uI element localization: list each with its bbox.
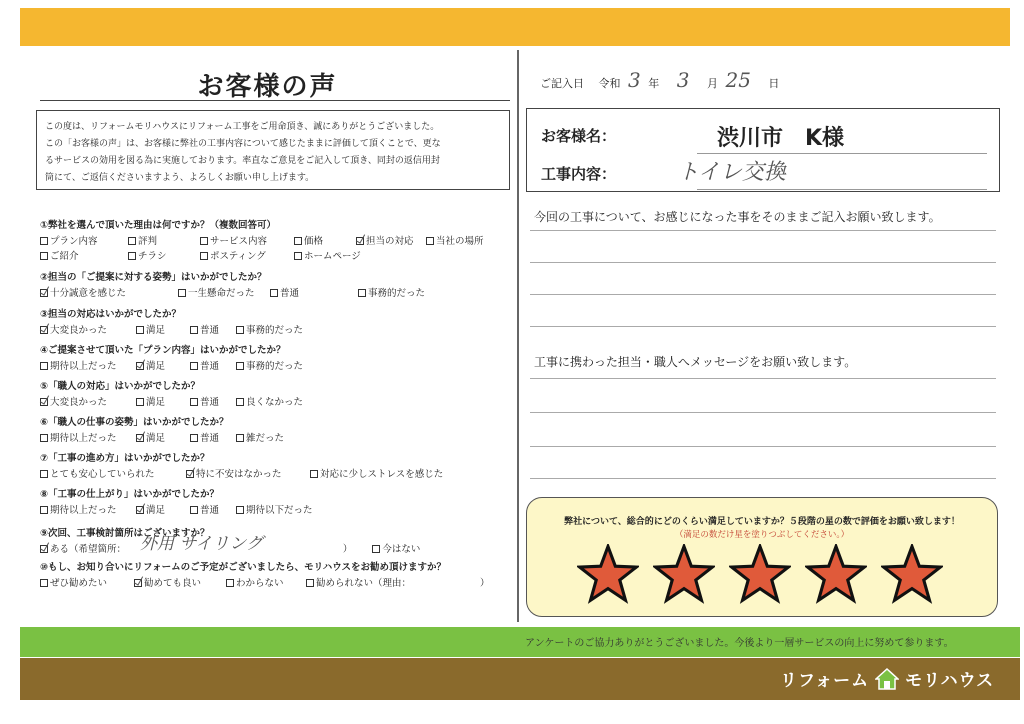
write-line <box>530 446 996 447</box>
option[interactable]: 普通 <box>190 503 219 518</box>
option[interactable]: 対応に少しストレスを感じた <box>310 467 443 482</box>
work-type-handwritten: トイレ交換 <box>677 160 786 185</box>
work-type-label: 工事内容： <box>541 165 617 183</box>
option[interactable]: ぜひ勧めたい <box>40 576 107 591</box>
option[interactable]: ホームページ <box>294 249 361 264</box>
question-title: ⑤「職人の対応」はいかがでしたか？ <box>40 381 201 392</box>
checkbox[interactable] <box>40 434 48 442</box>
handwritten-month: 3 <box>676 68 690 92</box>
checkbox[interactable] <box>270 289 278 297</box>
option[interactable]: 勧められない（理由： <box>306 576 411 591</box>
option[interactable]: 満足 <box>136 503 165 518</box>
option[interactable]: 普通 <box>190 431 219 446</box>
question-7 <box>40 451 510 482</box>
checkbox[interactable] <box>200 237 208 245</box>
checkbox[interactable] <box>186 470 194 478</box>
title-underline <box>40 100 510 101</box>
option[interactable]: 大変良かった <box>40 323 107 338</box>
checkbox[interactable] <box>236 326 244 334</box>
intro-line: るサービスの効用を図る為に実施しております。率直なご意見をご記入して頂き、同封の返信用封 <box>45 156 440 166</box>
star-icon[interactable] <box>653 544 715 606</box>
question-title: ⑩もし、お知り合いにリフォームのご予定がございましたら、モリハウスをお勧め頂けますか？ <box>40 562 446 573</box>
checkbox[interactable] <box>136 434 144 442</box>
question-10: ⑩もし、お知り合いにリフォームのご予定がございましたら、モリハウスをお勧め頂けますか？ ぜひ勧めたい 勧めても良い わからない 勧められない（理由： ） <box>40 560 510 591</box>
top-banner <box>20 8 1010 46</box>
option[interactable]: ポスティング <box>200 249 266 264</box>
rating-box <box>526 497 998 617</box>
checkbox[interactable] <box>190 326 198 334</box>
star-icon[interactable] <box>805 544 867 606</box>
checkbox[interactable] <box>310 470 318 478</box>
checkbox[interactable] <box>128 237 136 245</box>
brand-logo: リフォーム モリハウス <box>780 666 994 691</box>
checkbox[interactable] <box>40 506 48 514</box>
checkbox[interactable] <box>226 579 234 587</box>
question-2 <box>40 270 510 301</box>
option[interactable]: 事務的だった <box>236 359 303 374</box>
checkbox[interactable] <box>40 252 48 260</box>
checkbox[interactable] <box>236 434 244 442</box>
checkbox[interactable] <box>40 237 48 245</box>
checkbox[interactable] <box>136 326 144 334</box>
option[interactable]: 事務的だった <box>236 323 303 338</box>
checkbox[interactable] <box>40 579 48 587</box>
customer-name: 渋川市 K様 <box>717 126 845 151</box>
checkbox[interactable] <box>236 398 244 406</box>
option[interactable]: 満足 <box>136 323 165 338</box>
checkbox[interactable] <box>40 326 48 334</box>
option[interactable]: 価格 <box>294 234 323 249</box>
checkbox[interactable] <box>190 398 198 406</box>
rating-note: （満足の数だけ星を塗りつぶしてください。） <box>674 530 850 540</box>
option[interactable]: 評判 <box>128 234 157 249</box>
intro-line: この度は、リフォームモリハウスにリフォーム工事をご用命頂き、誠にありがとうございました。 <box>45 122 440 132</box>
option[interactable]: 一生懸命だった <box>178 286 255 301</box>
checkbox[interactable] <box>236 362 244 370</box>
checkbox[interactable] <box>40 362 48 370</box>
checkbox[interactable] <box>356 237 364 245</box>
checkbox[interactable] <box>178 289 186 297</box>
question-title: ②担当の「ご提案に対する姿勢」はいかがでしたか？ <box>40 272 267 283</box>
option[interactable]: 事務的だった <box>358 286 425 301</box>
fill-date: ご記入日 令和 3 年 3 月 25 日 <box>540 68 780 92</box>
option[interactable]: 特に不安はなかった <box>186 467 282 482</box>
question-title: ④ご提案させて頂いた「プラン内容」はいかがでしたか？ <box>40 345 286 356</box>
star-rating <box>577 544 957 614</box>
option[interactable]: 満足 <box>136 395 165 410</box>
message-prompt: 工事に携わった担当・職人へメッセージをお願い致します。 <box>534 355 857 369</box>
star-icon[interactable] <box>729 544 791 606</box>
option[interactable]: 満足 <box>136 431 165 446</box>
question-title: ⑦「工事の進め方」はいかがでしたか？ <box>40 453 210 464</box>
handwritten-answer: 外用 サイリング <box>140 534 263 554</box>
center-divider <box>517 50 519 622</box>
question-title: ①弊社を選んで頂いた理由は何ですか？（複数回答可） <box>40 220 277 231</box>
write-line <box>530 326 996 327</box>
write-line <box>530 412 996 413</box>
option[interactable]: 大変良かった <box>40 395 107 410</box>
footer-thanks: アンケートのご協力ありがとうございました。今後より一層サービスの向上に努めて参ります。 <box>525 638 954 649</box>
checkbox[interactable] <box>306 579 314 587</box>
checkbox[interactable] <box>136 398 144 406</box>
question-4 <box>40 343 510 374</box>
option[interactable]: 普通 <box>270 286 299 301</box>
checkbox[interactable] <box>200 252 208 260</box>
write-line <box>530 230 996 231</box>
option-yes[interactable]: ある（希望箇所： <box>40 542 126 557</box>
option[interactable]: とても安心していられた <box>40 467 155 482</box>
customer-box <box>526 108 1000 192</box>
option[interactable]: チラシ <box>128 249 167 264</box>
question-9: ⑨次回、工事検討箇所はございますか？ ある（希望箇所： 外用 サイリング ） 今はない <box>40 526 510 557</box>
option[interactable]: サービス内容 <box>200 234 267 249</box>
write-line <box>530 294 996 295</box>
question-8 <box>40 487 510 518</box>
option[interactable]: 期待以上だった <box>40 503 117 518</box>
option[interactable]: 雑だった <box>236 431 284 446</box>
star-icon[interactable] <box>881 544 943 606</box>
handwritten-day: 25 <box>725 68 751 92</box>
checkbox[interactable] <box>426 237 434 245</box>
checkbox[interactable] <box>40 545 48 553</box>
question-title: ⑨次回、工事検討箇所はございますか？ <box>40 528 210 539</box>
question-title: ⑥「職人の仕事の姿勢」はいかがでしたか？ <box>40 417 229 428</box>
option[interactable]: 担当の対応 <box>356 234 414 249</box>
comment-prompt: 今回の工事について、お感じになった事をそのままご記入お願い致します。 <box>534 210 941 224</box>
question-1 <box>40 218 510 264</box>
option[interactable]: 十分誠意を感じた <box>40 286 126 301</box>
checkbox[interactable] <box>128 252 136 260</box>
checkbox[interactable] <box>136 506 144 514</box>
option-no[interactable]: 今はない <box>372 542 420 557</box>
option[interactable]: 普通 <box>190 323 219 338</box>
option[interactable]: 期待以上だった <box>40 359 117 374</box>
option[interactable]: 勧めても良い <box>134 576 201 591</box>
checkbox[interactable] <box>190 506 198 514</box>
intro-line: 筒にて、ご返信くださいますよう、よろしくお願い申し上げます。 <box>45 173 315 183</box>
checkbox[interactable] <box>134 579 142 587</box>
question-6 <box>40 415 510 446</box>
checkbox[interactable] <box>236 506 244 514</box>
checkbox[interactable] <box>40 470 48 478</box>
page-title: お客様の声 <box>197 72 338 102</box>
intro-box <box>36 110 510 190</box>
option[interactable]: 普通 <box>190 395 219 410</box>
option[interactable]: 当社の場所 <box>426 234 484 249</box>
option[interactable]: 良くなかった <box>236 395 303 410</box>
checkbox[interactable] <box>136 362 144 370</box>
option[interactable]: 期待以上だった <box>40 431 117 446</box>
option[interactable]: 期待以下だった <box>236 503 313 518</box>
write-line <box>530 262 996 263</box>
option[interactable]: ご紹介 <box>40 249 79 264</box>
star-icon[interactable] <box>577 544 639 606</box>
handwritten-year: 3 <box>628 68 641 92</box>
option[interactable]: 満足 <box>136 359 165 374</box>
intro-line: この「お客様の声」は、お客様に弊社の工事内容について感じたままに評価して頂くことで、更な <box>45 139 441 149</box>
question-title: ③担当の対応はいかがでしたか？ <box>40 309 182 320</box>
question-title: ⑧「工事の仕上がり」はいかがでしたか？ <box>40 489 220 500</box>
write-line <box>530 478 996 479</box>
option[interactable]: わからない <box>226 576 284 591</box>
option[interactable]: 普通 <box>190 359 219 374</box>
checkbox[interactable] <box>190 434 198 442</box>
customer-name-label: お客様名： <box>541 127 617 145</box>
checkbox[interactable] <box>294 237 302 245</box>
option[interactable]: プラン内容 <box>40 234 98 249</box>
house-logo-icon <box>875 667 899 691</box>
checkbox[interactable] <box>40 289 48 297</box>
checkbox[interactable] <box>190 362 198 370</box>
write-line <box>530 378 996 379</box>
checkbox[interactable] <box>372 545 380 553</box>
question-3 <box>40 307 510 338</box>
checkbox[interactable] <box>40 398 48 406</box>
checkbox[interactable] <box>358 289 366 297</box>
question-5 <box>40 379 510 410</box>
rating-question: 弊社について、総合的にどのくらい満足していますか？５段階の星の数で評価をお願い致します！ <box>564 517 960 527</box>
checkbox[interactable] <box>294 252 302 260</box>
